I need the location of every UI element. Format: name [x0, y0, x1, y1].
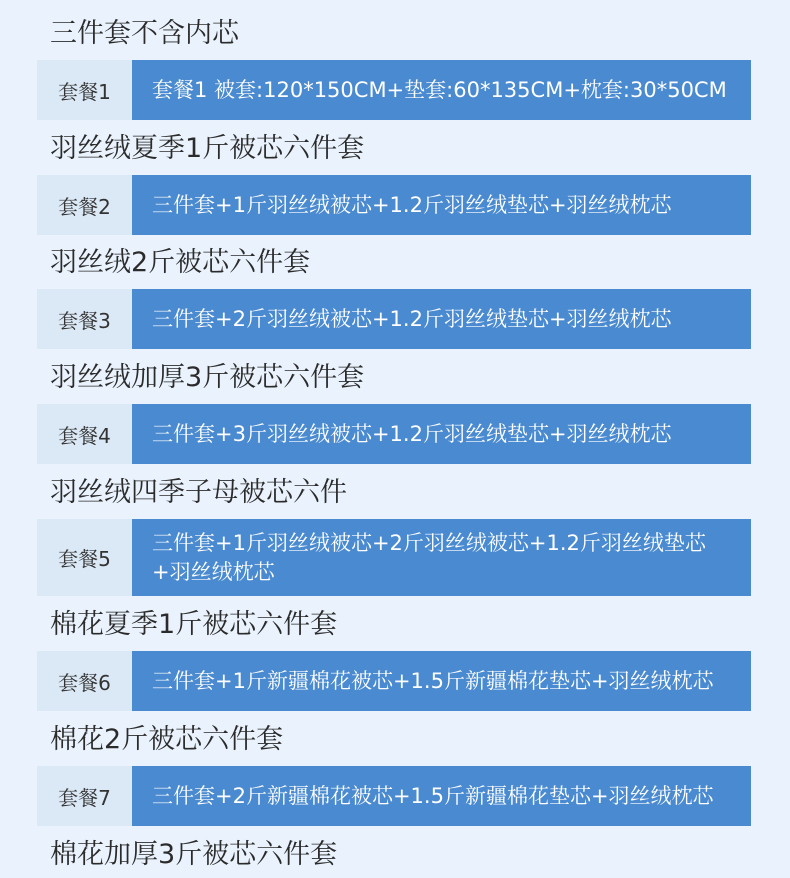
package-label: 套餐2: [37, 175, 132, 235]
package-label: 套餐1: [37, 60, 132, 120]
package-label: 套餐4: [37, 404, 132, 464]
section-title: 羽丝绒2斤被芯六件套: [50, 247, 311, 278]
package-detail: [132, 175, 751, 235]
package-detail-text: 三件套+1斤羽丝绒被芯+2斤羽丝绒被芯+1.2斤羽丝绒垫芯+羽丝绒枕芯: [152, 530, 706, 584]
package-detail: [132, 404, 751, 464]
package-option-6[interactable]: [37, 651, 751, 711]
package-detail-text: 三件套+2斤新疆棉花被芯+1.5斤新疆棉花垫芯+羽丝绒枕芯: [152, 783, 714, 808]
section-title: 棉花加厚3斤被芯六件套: [50, 839, 338, 870]
package-detail: [132, 519, 751, 596]
package-option-3[interactable]: [37, 289, 751, 349]
section-title: 羽丝绒夏季1斤被芯六件套: [50, 133, 365, 164]
package-detail-text: 三件套+3斤羽丝绒被芯+1.2斤羽丝绒垫芯+羽丝绒枕芯: [152, 421, 672, 446]
package-option-2[interactable]: [37, 175, 751, 235]
section-title: 棉花夏季1斤被芯六件套: [50, 609, 338, 640]
package-label: 套餐6: [37, 651, 132, 711]
section-title: 羽丝绒加厚3斤被芯六件套: [50, 362, 365, 393]
package-label: 套餐3: [37, 289, 132, 349]
package-detail: [132, 766, 751, 826]
package-option-7[interactable]: [37, 766, 751, 826]
package-detail-text: 三件套+2斤羽丝绒被芯+1.2斤羽丝绒垫芯+羽丝绒枕芯: [152, 306, 672, 331]
package-option-5[interactable]: [37, 519, 751, 596]
package-label: 套餐5: [37, 519, 132, 596]
package-label: 套餐7: [37, 766, 132, 826]
package-detail-text: 三件套+1斤新疆棉花被芯+1.5斤新疆棉花垫芯+羽丝绒枕芯: [152, 668, 714, 693]
package-detail-text: 套餐1 被套:120*150CM+垫套:60*135CM+枕套:30*50CM: [152, 77, 727, 102]
package-detail: [132, 60, 751, 120]
package-option-4[interactable]: [37, 404, 751, 464]
section-title: 羽丝绒四季子母被芯六件: [50, 477, 347, 508]
package-detail: [132, 289, 751, 349]
section-title: 棉花2斤被芯六件套: [50, 724, 284, 755]
package-detail: [132, 651, 751, 711]
package-detail-text: 三件套+1斤羽丝绒被芯+1.2斤羽丝绒垫芯+羽丝绒枕芯: [152, 192, 672, 217]
package-option-1[interactable]: [37, 60, 751, 120]
section-title: 三件套不含内芯: [50, 18, 239, 49]
